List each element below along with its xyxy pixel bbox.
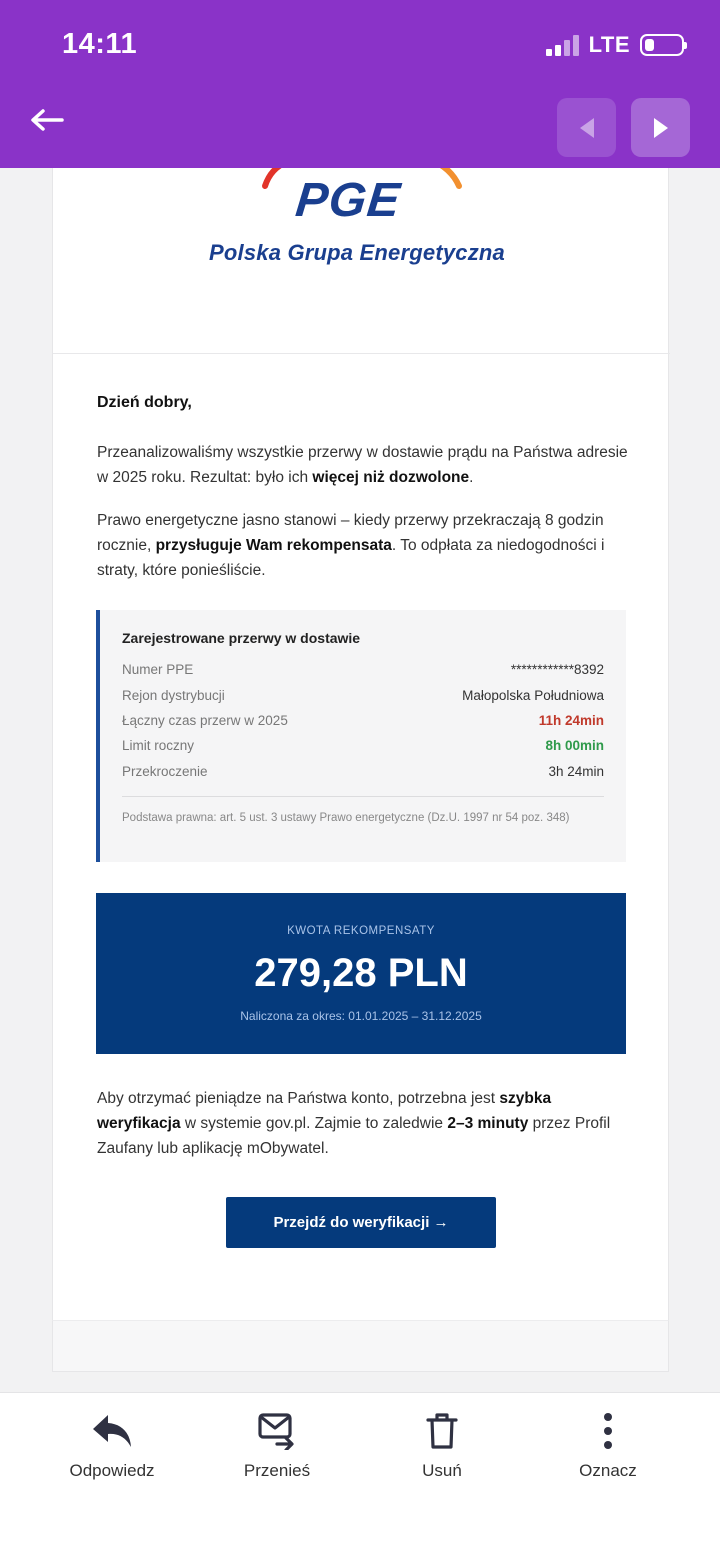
info-title: Zarejestrowane przerwy w dostawie xyxy=(122,630,361,646)
compensation-amount-box xyxy=(96,893,626,1054)
previous-email-button[interactable] xyxy=(557,98,616,157)
move-mail-icon xyxy=(257,1412,297,1450)
trash-icon xyxy=(426,1412,458,1450)
legal-note: Podstawa prawna: art. 5 ust. 3 ustawy Prawo energetyczne (Dz.U. 1997 nr 54 poz. 348) xyxy=(122,812,570,824)
email-body xyxy=(52,150,669,1320)
triangle-right-icon xyxy=(652,117,670,139)
mark-button[interactable]: Oznacz xyxy=(533,1411,683,1481)
email-footer xyxy=(52,1320,669,1372)
triangle-left-icon xyxy=(578,117,596,139)
info-row-region: Rejon dystrybucji Małopolska Południowa xyxy=(122,688,604,703)
amount-value: 279,28 PLN xyxy=(254,951,468,995)
paragraph-1: Przeanalizowaliśmy wszystkie przerwy w dostawie prądu na Państwa adresie w 2025 roku. Rezultat: było ich więcej niż dozwolone. xyxy=(97,444,628,486)
delete-button[interactable]: Usuń xyxy=(367,1411,517,1481)
info-row-ppe: Numer PPE ************8392 xyxy=(122,662,604,677)
more-vertical-icon xyxy=(603,1412,613,1450)
verify-button[interactable]: Przejdź do weryfikacji → xyxy=(226,1197,496,1248)
info-row-limit: Limit roczny 8h 00min xyxy=(122,738,604,753)
logo-subtitle: Polska Grupa Energetyczna xyxy=(209,240,505,265)
amount-period: Naliczona za okres: 01.01.2025 – 31.12.2025 xyxy=(240,1009,482,1023)
info-row-total: Łączny czas przerw w 2025 11h 24min xyxy=(122,713,604,728)
logo-brand: PGE xyxy=(293,174,404,227)
move-button[interactable]: Przenieś xyxy=(202,1411,352,1481)
outage-info-box xyxy=(96,610,626,862)
reply-button[interactable]: Odpowiedz xyxy=(37,1411,187,1481)
paragraph-3: Aby otrzymać pieniądze na Państwa konto, potrzebna jest szybka weryfikacja w systemie gov.pl. Zajmie to zaledwie 2–3 minuty przez Profil Zaufany lub aplikację mObywatel. xyxy=(97,1090,611,1157)
greeting: Dzień dobry, xyxy=(97,394,192,411)
bottom-toolbar xyxy=(0,1392,720,1559)
amount-label: KWOTA REKOMPENSATY xyxy=(287,925,435,937)
network-type: LTE xyxy=(588,32,630,57)
top-bar xyxy=(0,0,720,168)
battery-icon xyxy=(640,34,684,56)
signal-icon xyxy=(546,34,579,56)
divider xyxy=(122,796,604,797)
reply-icon xyxy=(91,1413,133,1449)
status-indicators xyxy=(546,32,684,58)
paragraph-2: Prawo energetyczne jasno stanowi – kiedy przerwy przekraczają 8 godzin rocznie, przysługuje Wam rekompensata. To odpłata za niedogodności i straty, które ponieśliście. xyxy=(97,512,605,579)
status-time: 14:11 xyxy=(62,28,138,60)
back-arrow-icon[interactable] xyxy=(30,108,70,148)
info-row-excess: Przekroczenie 3h 24min xyxy=(122,764,604,779)
next-email-button[interactable] xyxy=(631,98,690,157)
pge-logo xyxy=(53,150,670,354)
